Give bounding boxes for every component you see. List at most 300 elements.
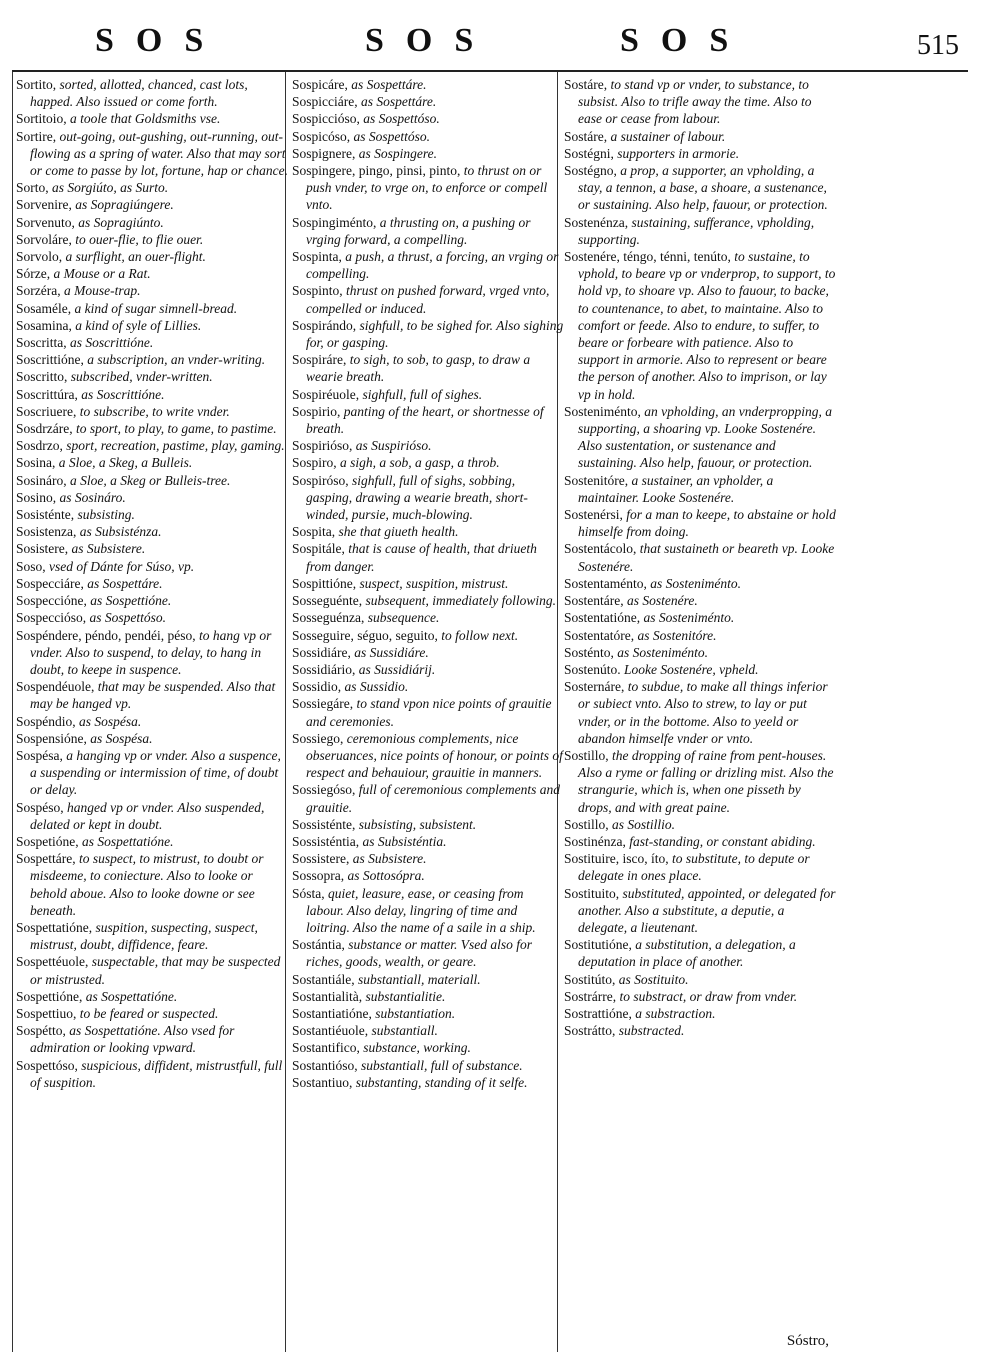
- entry-lemma: Sostenúto.: [564, 661, 621, 677]
- dictionary-entry: [564, 76, 836, 128]
- entry-definition: as Sospésa.: [86, 730, 153, 746]
- entry-definition: that may be suspended. Also that may be hanged vp.: [30, 679, 276, 712]
- entry-definition: panting of the heart, or shortnesse of breath.: [306, 403, 544, 437]
- dictionary-entry: [292, 1074, 564, 1091]
- entry-definition: out-going, out-gushing, out-running, out-flowing as a spring of water. Also that may sort or come to passe by lot, fortune, hap or chance.: [30, 128, 288, 179]
- dictionary-entry: [564, 747, 836, 816]
- entry-lemma: Sospettáre,: [16, 851, 76, 867]
- entry-lemma: Sospitále,: [292, 541, 345, 557]
- entry-lemma: Sosdrzo,: [16, 438, 63, 454]
- entry-definition: a substraction.: [631, 1005, 716, 1021]
- entry-lemma: Soscritto,: [16, 369, 68, 385]
- entry-definition: a hanging vp or vnder. Also a suspence, a suspending or intermission of time, of doubt or delay.: [30, 747, 281, 798]
- dictionary-entry: [292, 93, 564, 110]
- entry-lemma: Sospéso,: [16, 799, 64, 815]
- entry-definition: a prop, a supporter, an vpholding, a stay, a tennon, a base, a shoare, a sustenance, or sustaining. Also help, fauour, or protection.: [578, 163, 828, 213]
- entry-lemma: Sospinto,: [292, 283, 343, 299]
- dictionary-entry: [16, 386, 288, 403]
- entry-lemma: Sostrárre,: [564, 988, 617, 1004]
- dictionary-entry: [16, 472, 288, 489]
- dictionary-entry: [292, 162, 564, 214]
- entry-lemma: Sorto,: [16, 180, 49, 196]
- dictionary-entry: [292, 128, 564, 145]
- page-number: 515: [917, 30, 959, 61]
- entry-definition: full of ceremonious complements and grauitie.: [306, 782, 560, 815]
- entry-definition: suspect, suspition, mistrust.: [356, 575, 509, 591]
- entry-lemma: Sosténto,: [564, 644, 614, 660]
- entry-definition: to sport, to play, to game, to pastime.: [72, 421, 277, 437]
- entry-definition: a surflight, an ouer-flight.: [62, 249, 206, 265]
- entry-lemma: Sossisténte,: [292, 816, 356, 832]
- dictionary-entry: [16, 799, 288, 833]
- entry-definition: to sigh, to sob, to gasp, to draw a wearie breath.: [306, 352, 531, 385]
- dictionary-entry: [16, 730, 288, 747]
- dictionary-entry: [16, 1057, 288, 1091]
- dictionary-entry: [292, 282, 564, 316]
- entry-lemma: Sostáre,: [564, 128, 608, 144]
- entry-lemma: Sorvolo,: [16, 249, 63, 265]
- entry-lemma: Soscrittióne,: [16, 352, 84, 368]
- entry-definition: sport, recreation, pastime, play, gaming.: [62, 438, 285, 454]
- entry-lemma: Sospiccióso,: [292, 111, 360, 127]
- dictionary-entry: [16, 403, 288, 420]
- entry-definition: to substract, or draw from vnder.: [616, 988, 798, 1004]
- entry-definition: substracted.: [615, 1023, 685, 1039]
- entry-definition: as Sospettóso.: [359, 111, 440, 127]
- entry-lemma: Sospirióso,: [292, 438, 353, 454]
- dictionary-entry: [16, 300, 288, 317]
- dictionary-entry: [16, 282, 288, 299]
- dictionary-entry: [564, 644, 836, 661]
- dictionary-entry: [16, 351, 288, 368]
- entry-definition: as Sospettatióne. Also vsed for admiration or looking vpward.: [30, 1023, 235, 1056]
- dictionary-entry: [564, 540, 836, 574]
- dictionary-entry: [16, 506, 288, 523]
- entry-lemma: Sospiráre,: [292, 352, 347, 368]
- dictionary-entry: [16, 592, 288, 609]
- entry-definition: a Mouse or a Rat.: [50, 266, 151, 282]
- entry-definition: as Sospettóso.: [86, 610, 167, 626]
- entry-lemma: Sosseguire, séguo, seguito,: [292, 627, 438, 643]
- dictionary-entry: [16, 988, 288, 1005]
- entry-lemma: Sospingiménto,: [292, 214, 377, 230]
- entry-lemma: Sospeccióso,: [16, 610, 87, 626]
- entry-lemma: Sospicóso,: [292, 128, 351, 144]
- entry-lemma: Sospésa,: [16, 747, 63, 763]
- dictionary-entry: [292, 816, 564, 833]
- entry-lemma: Sospita,: [292, 524, 336, 540]
- dictionary-entry: [16, 575, 288, 592]
- entry-lemma: Sossiego,: [292, 730, 344, 746]
- dictionary-entry: [292, 695, 564, 729]
- entry-definition: to thrust on or push vnder, to vrge on, to enforce or compell vnto.: [306, 163, 548, 213]
- entry-definition: thrust on pushed forward, vrged vnto, compelled or induced.: [306, 283, 550, 316]
- dictionary-entry: [292, 936, 564, 970]
- entry-lemma: Sórze,: [16, 266, 51, 282]
- entry-lemma: Sospittióne,: [292, 575, 357, 591]
- entry-definition: substituted, appointed, or delegated for another. Also a substitute, a deputie, a delegate, a lieutenant.: [578, 885, 836, 935]
- entry-lemma: Sospinta,: [292, 249, 342, 265]
- entry-lemma: Sospiróso,: [292, 472, 349, 488]
- entry-lemma: Sortito,: [16, 77, 57, 92]
- catchword: Sóstro,: [786, 1333, 829, 1349]
- entry-definition: a toole that Goldsmiths vse.: [66, 111, 221, 127]
- running-header: [0, 22, 981, 72]
- entry-definition: substance or matter. Vsed also for riches, goods, wealth, or geare.: [306, 937, 532, 970]
- entry-definition: as Sospingere.: [355, 145, 437, 161]
- dictionary-entry: [16, 368, 288, 385]
- entry-lemma: Sossidiário,: [292, 661, 356, 677]
- entry-lemma: Sospiréuole,: [292, 386, 360, 402]
- entry-lemma: Sosamina,: [16, 317, 72, 333]
- entry-lemma: Sospettióne,: [16, 988, 83, 1004]
- entry-definition: as Sussidiárij.: [355, 661, 436, 677]
- entry-definition: that is cause of health, that driueth from danger.: [306, 541, 537, 574]
- dictionary-entry: [292, 386, 564, 403]
- dictionary-entry: [564, 145, 836, 162]
- dictionary-entry: [292, 661, 564, 678]
- dictionary-entry: [16, 953, 288, 987]
- entry-lemma: Sorzéra,: [16, 283, 61, 299]
- dictionary-entry: [292, 867, 564, 884]
- dictionary-entry: [292, 988, 564, 1005]
- entry-lemma: Sossisténtia,: [292, 833, 360, 849]
- dictionary-entry: [16, 558, 288, 575]
- entry-definition: as Sosteniménto.: [640, 610, 735, 626]
- dictionary-entry: [292, 678, 564, 695]
- entry-lemma: Sospignere,: [292, 145, 356, 161]
- column-2: [292, 76, 564, 1338]
- dictionary-entry: [564, 472, 836, 506]
- entry-definition: as Sopragiúngere.: [71, 197, 174, 213]
- dictionary-entry: [16, 76, 288, 110]
- entry-lemma: Sorvenuto,: [16, 214, 75, 230]
- dictionary-entry: [564, 403, 836, 472]
- entry-lemma: Sostentatióne,: [564, 610, 641, 626]
- entry-definition: a Sloe, a Skeg, a Bulleis.: [55, 455, 193, 471]
- entry-definition: as Soscrittióne.: [77, 386, 165, 402]
- entry-definition: as Subsistere.: [349, 851, 427, 867]
- entry-definition: as Sosteniménto.: [646, 575, 741, 591]
- dictionary-entry: [292, 575, 564, 592]
- entry-definition: as Sussidio.: [341, 679, 409, 695]
- entry-definition: suspition, suspecting, suspect, mistrust, doubt, diffidence, feare.: [30, 919, 258, 953]
- dictionary-entry: [16, 713, 288, 730]
- entry-definition: as Sottosópra.: [344, 868, 425, 884]
- entry-lemma: Sospeccióne,: [16, 593, 87, 609]
- entry-definition: to subdue, to make all things inferior or subiect vnto. Also to strew, to lay or put vnder, or in the bottome. Also to yeeld or abandon himselfe vnder or vnto.: [578, 679, 828, 746]
- dictionary-entry: [564, 1022, 836, 1039]
- entry-lemma: Sostitúto,: [564, 971, 616, 987]
- entry-lemma: Sospettiuo,: [16, 1005, 77, 1021]
- entry-definition: as Sospettáre.: [347, 77, 427, 92]
- dictionary-entry: [16, 265, 288, 282]
- entry-definition: suspicious, diffident, mistrustfull, full of suspition.: [30, 1057, 283, 1090]
- entry-lemma: Sossiegóso,: [292, 782, 356, 798]
- entry-lemma: Sospiro,: [292, 455, 337, 471]
- dictionary-entry: [564, 248, 836, 403]
- dictionary-entry: [564, 833, 836, 850]
- entry-lemma: Sostillo,: [564, 747, 609, 763]
- dictionary-entry: [16, 540, 288, 557]
- entry-definition: to be feared or suspected.: [76, 1005, 219, 1021]
- entry-definition: to subscribe, to write vnder.: [76, 403, 230, 419]
- entry-lemma: Sosaméle,: [16, 300, 72, 316]
- dictionary-entry: [564, 850, 836, 884]
- entry-lemma: Sospéndere, péndo, pendéi, péso,: [16, 627, 196, 643]
- dictionary-entry: [292, 1039, 564, 1056]
- dictionary-entry: [292, 1005, 564, 1022]
- dictionary-entry: [564, 128, 836, 145]
- entry-definition: sighfull, full of sighes.: [359, 386, 483, 402]
- entry-definition: substanting, standing of it selfe.: [352, 1074, 528, 1090]
- entry-lemma: Sosseguénte,: [292, 593, 363, 609]
- entry-lemma: Sostenére, téngo, ténni, tenúto,: [564, 249, 731, 265]
- entry-lemma: Sostantióso,: [292, 1057, 358, 1073]
- entry-definition: fast-standing, or constant abiding.: [625, 833, 816, 849]
- entry-lemma: Sostantiále,: [292, 971, 355, 987]
- entry-definition: substance, working.: [359, 1040, 471, 1056]
- entry-definition: subscribed, vnder-written.: [67, 369, 213, 385]
- entry-definition: as Sospettáre.: [357, 94, 437, 110]
- entry-definition: substantialitie.: [362, 988, 446, 1004]
- entry-definition: vsed of Dánte for Súso, vp.: [45, 558, 195, 574]
- dictionary-entry: [16, 919, 288, 953]
- entry-lemma: Sossiegáre,: [292, 696, 354, 712]
- entry-lemma: Sostantiuo,: [292, 1074, 353, 1090]
- entry-definition: a Sloe, a Skeg or Bulleis-tree.: [66, 472, 231, 488]
- dictionary-entry: [16, 833, 288, 850]
- dictionary-entry: [16, 678, 288, 712]
- entry-definition: subsisting.: [74, 507, 135, 523]
- dictionary-entry: [564, 609, 836, 626]
- entry-definition: a sustainer of labour.: [607, 128, 726, 144]
- dictionary-entry: [292, 76, 564, 93]
- entry-definition: as Sospésa.: [75, 713, 142, 729]
- dictionary-entry: [292, 971, 564, 988]
- column-3: [564, 76, 836, 1338]
- entry-definition: that sustaineth or beareth vp. Looke Sostenére.: [578, 541, 835, 574]
- entry-definition: to stand vp or vnder, to substance, to subsist. Also to trifle away the time. Also to ease or cease from labour.: [578, 77, 812, 127]
- dictionary-entry: [16, 110, 288, 127]
- entry-lemma: Sostantifico,: [292, 1040, 360, 1056]
- entry-definition: as Sostituito.: [615, 971, 689, 987]
- entry-lemma: Sospirándo,: [292, 317, 357, 333]
- entry-definition: a subscription, an vnder-writing.: [83, 352, 266, 368]
- entry-lemma: Sostituire, isco, íto,: [564, 851, 669, 867]
- entry-definition: as Suspirióso.: [352, 438, 432, 454]
- entry-definition: hanged vp or vnder. Also suspended, delated or kept in doubt.: [30, 799, 265, 832]
- entry-definition: ceremonious complements, nice obseruances, nice points of honour, or points of respect and behauiour, grauitie in manners.: [306, 730, 563, 781]
- entry-lemma: Sortire,: [16, 128, 57, 144]
- entry-lemma: Sospicáre,: [292, 77, 348, 92]
- dictionary-entry: [292, 540, 564, 574]
- entry-lemma: Sospettéuole,: [16, 954, 89, 970]
- entry-lemma: Sósta,: [292, 885, 325, 901]
- entry-definition: an vpholding, an vnderpropping, a supporting, a shoaring vp. Looke Sostenére. Also sustentation, or sustenance and sustaining. Also help, fauour, or protection.: [578, 403, 832, 471]
- dictionary-entry: [16, 334, 288, 351]
- entry-lemma: Sostentáre,: [564, 593, 624, 609]
- dictionary-entry: [292, 1022, 564, 1039]
- entry-definition: subsequent, immediately following.: [362, 593, 556, 609]
- dictionary-entry: [564, 627, 836, 644]
- entry-definition: to follow next.: [437, 627, 519, 643]
- dictionary-entry: [292, 592, 564, 609]
- entry-definition: sighfull, full of sighs, sobbing, gasping, drawing a wearie breath, short-winded, pursie, much-blowing.: [306, 472, 528, 523]
- dictionary-entry: [292, 627, 564, 644]
- entry-lemma: Sosisténte,: [16, 507, 75, 523]
- entry-definition: a thrusting on, a pushing or vrging forward, a compelling.: [306, 214, 531, 247]
- entry-lemma: Sostentácolo,: [564, 541, 637, 557]
- entry-definition: as Subsisténza.: [76, 524, 162, 540]
- column-1: [16, 76, 288, 1338]
- entry-definition: to sustaine, to vphold, to beare vp or vnderprop, to support, to hold vp, to shoare vp. Also to fauour, to backe, to countenance, to abet, to maintaine. Also to comfort or feede. Also to endure, to suffer, to beare or forbeare with patience. Also to support in armorie. Also to represent or beare the person of another. Also to imprison, or lay vp in hold.: [578, 249, 836, 402]
- dictionary-entry: [16, 627, 288, 679]
- entry-lemma: Sosina,: [16, 455, 56, 471]
- entry-definition: a sustainer, an vpholder, a maintainer. Looke Sostenére.: [578, 472, 774, 505]
- entry-lemma: Sosternáre,: [564, 679, 625, 695]
- headword-right: SOS: [620, 22, 751, 59]
- entry-lemma: Sospettóso,: [16, 1057, 78, 1073]
- entry-definition: to stand vpon nice points of grauitie and ceremonies.: [306, 696, 552, 729]
- entry-definition: subsisting, subsistent.: [355, 816, 477, 832]
- dictionary-entry: [564, 162, 836, 214]
- entry-definition: as Sostillio.: [608, 816, 676, 832]
- entry-lemma: Sossopra,: [292, 868, 345, 884]
- dictionary-entry: [564, 1005, 836, 1022]
- entry-definition: a Mouse-trap.: [60, 283, 141, 299]
- dictionary-entry: [292, 609, 564, 626]
- dictionary-entry: [564, 661, 836, 678]
- entry-lemma: Sostinénza,: [564, 833, 626, 849]
- entry-definition: as Sospettatióne.: [78, 833, 174, 849]
- dictionary-entry: [16, 317, 288, 334]
- dictionary-entry: [292, 437, 564, 454]
- dictionary-entry: [16, 454, 288, 471]
- entry-lemma: Sostrátto,: [564, 1023, 616, 1039]
- entry-lemma: Sospecciáre,: [16, 575, 84, 591]
- entry-definition: a substitution, a delegation, a deputation in place of another.: [578, 937, 796, 970]
- entry-definition: a push, a thrust, a forcing, an vrging or compelling.: [306, 249, 559, 282]
- entry-lemma: Sostantiatióne,: [292, 1005, 372, 1021]
- entry-lemma: Sospetióne,: [16, 833, 79, 849]
- entry-definition: as Sussidiáre.: [350, 644, 429, 660]
- dictionary-entry: [292, 885, 564, 937]
- dictionary-entry: [16, 1022, 288, 1056]
- entry-definition: sorted, allotted, chanced, cast lots, happed. Also issued or come forth.: [30, 77, 248, 110]
- entry-definition: Looke Sostenére, vpheld.: [620, 661, 759, 677]
- entry-definition: substantiall, materiall.: [354, 971, 481, 987]
- entry-lemma: Sosteniménto,: [564, 403, 641, 419]
- entry-definition: sighfull, to be sighed for. Also sighing for, or gasping.: [306, 317, 564, 351]
- dictionary-entry: [564, 936, 836, 970]
- dictionary-entry: [292, 214, 564, 248]
- dictionary-entry: [292, 850, 564, 867]
- entry-definition: to hang vp or vnder. Also to suspend, to delay, to hang in doubt, to keepe in suspence.: [30, 627, 272, 677]
- entry-definition: as Sorgiúto, as Surto.: [48, 180, 169, 196]
- dictionary-entry: [16, 1005, 288, 1022]
- entry-definition: as Subsistere.: [68, 541, 146, 557]
- entry-lemma: Sosino,: [16, 489, 57, 505]
- entry-definition: to ouer-flie, to flie ouer.: [71, 231, 204, 247]
- entry-lemma: Sostenitóre,: [564, 472, 629, 488]
- dictionary-entry: [292, 1057, 564, 1074]
- entry-lemma: Sosináro,: [16, 472, 67, 488]
- dictionary-entry: [564, 214, 836, 248]
- dictionary-entry: [292, 781, 564, 815]
- entry-lemma: Soscritta,: [16, 335, 67, 351]
- entry-definition: a kind of sugar simnell-bread.: [71, 300, 238, 316]
- dictionary-entry: [564, 885, 836, 937]
- entry-lemma: Sosdrzáre,: [16, 421, 73, 437]
- entry-lemma: Sorvenire,: [16, 197, 72, 213]
- entry-lemma: Soscriuere,: [16, 403, 77, 419]
- dictionary-entry: [292, 644, 564, 661]
- dictionary-entry: [16, 196, 288, 213]
- entry-definition: sustaining, sufferance, vpholding, supporting.: [578, 214, 815, 247]
- entry-definition: as Sospettióne.: [86, 593, 172, 609]
- dictionary-entry: [16, 179, 288, 196]
- entry-definition: as Sosteniménto.: [613, 644, 709, 660]
- entry-lemma: Sostántia,: [292, 937, 345, 953]
- entry-lemma: Sostentatóre,: [564, 627, 635, 643]
- dictionary-entry: [292, 145, 564, 162]
- dictionary-entry: [564, 816, 836, 833]
- entry-lemma: Sostentaménto,: [564, 575, 647, 591]
- entry-definition: as Sospettáre.: [83, 575, 163, 591]
- entry-definition: as Sospettóso.: [350, 128, 431, 144]
- entry-lemma: Sospirio,: [292, 403, 341, 419]
- entry-lemma: Sostantialità,: [292, 988, 363, 1004]
- entry-lemma: Sortitoio,: [16, 111, 67, 127]
- entry-definition: the dropping of raine from pent-houses. Also a ryme or falling or drizling mist. Also the strangurie, which is, when one pisseth by drops, and with great paine.: [578, 747, 834, 815]
- dictionary-entry: [292, 110, 564, 127]
- entry-lemma: Sospéndio,: [16, 713, 76, 729]
- entry-definition: as Subsisténtia.: [359, 833, 447, 849]
- dictionary-entry: [16, 747, 288, 799]
- entry-lemma: Sossidio,: [292, 679, 342, 695]
- entry-definition: as Sostenitóre.: [634, 627, 717, 643]
- entry-lemma: Sostantiéuole,: [292, 1023, 369, 1039]
- dictionary-entry: [564, 678, 836, 747]
- entry-definition: she that giueth health.: [335, 524, 459, 540]
- entry-lemma: Sostégni,: [564, 145, 614, 161]
- entry-definition: a kind of syle of Lillies.: [71, 317, 202, 333]
- column-rule-left: [12, 72, 13, 1352]
- entry-lemma: Sostillo,: [564, 816, 609, 832]
- dictionary-entry: [16, 420, 288, 437]
- entry-definition: supporters in armorie.: [613, 145, 740, 161]
- entry-definition: as Sosináro.: [56, 489, 126, 505]
- entry-definition: as Soscrittióne.: [66, 335, 154, 351]
- entry-lemma: Sospensióne,: [16, 730, 87, 746]
- dictionary-entry: [16, 850, 288, 919]
- entry-lemma: Sostáre,: [564, 77, 608, 92]
- entry-definition: substantiall, full of substance.: [357, 1057, 523, 1073]
- dictionary-entry: [564, 506, 836, 540]
- entry-definition: substantiall.: [368, 1023, 438, 1039]
- entry-definition: suspectable, that may be suspected or mistrusted.: [30, 954, 281, 987]
- dictionary-entry: [16, 437, 288, 454]
- entry-definition: a sigh, a sob, a gasp, a throb.: [336, 455, 500, 471]
- entry-lemma: Sostitutióne,: [564, 937, 632, 953]
- dictionary-entry: [564, 592, 836, 609]
- dictionary-entry: [564, 988, 836, 1005]
- entry-lemma: Sosistere,: [16, 541, 69, 557]
- dictionary-entry: [564, 575, 836, 592]
- entry-lemma: Sosistenza,: [16, 524, 77, 540]
- entry-definition: to suspect, to mistrust, to doubt or misdeeme, to coniecture. Also to looke or behold aboue. Also to looke downe or see beneath.: [30, 851, 264, 918]
